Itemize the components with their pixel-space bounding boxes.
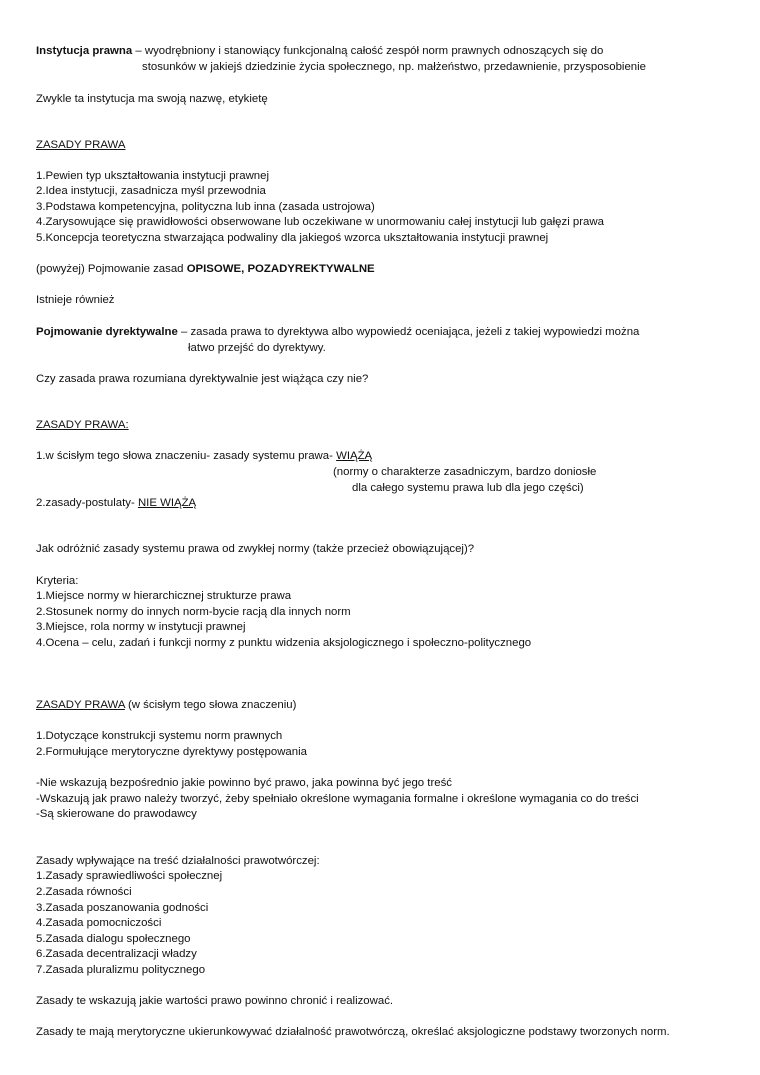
section3-bullet-2: -Wskazują jak prawo należy tworzyć, żeby spełniało określone wymagania formalne i określone wymagania co do treści — [36, 793, 639, 805]
section1-item-4: 4.Zarysowujące się prawidłowości obserwowane lub oczekiwane w unormowaniu całej instytucji lub gałęzi prawa — [36, 216, 604, 228]
intro-term: Instytucja prawna — [36, 45, 133, 57]
section2-heading: ZASADY PRAWA: — [36, 419, 129, 431]
intro-definition-line1 — [36, 44, 603, 58]
summary-prefix: (powyżej) Pojmowanie zasad — [36, 263, 187, 275]
principles-list-label: Zasady wpływające na treść działalności prawotwórczej: — [36, 855, 320, 867]
criteria-item-4: 4.Ocena – celu, zadań i funkcji normy z punktu widzenia aksjologicznego i społeczno-politycznego — [36, 637, 532, 649]
section2-question: Jak odróżnić zasady systemu prawa od zwykłej normy (także przecież obowiązującej)? — [36, 543, 475, 555]
section2-item1 — [36, 449, 372, 463]
directive-line2: łatwo przejść do dyrektywy. — [188, 342, 326, 354]
section3-heading-suffix: (w ścisłym tego słowa znaczeniu) — [124, 699, 297, 711]
directive-text: – zasada prawa to dyrektywa albo wypowiedź oceniająca, jeżeli z takiej wypowiedzi można — [177, 326, 640, 338]
conclusion-2: Zasady te mają merytoryczne ukierunkowywać działalność prawotwórczą, określać aksjologiczne podstawy tworzonych norm. — [36, 1026, 670, 1038]
item2-binding-label: NIE WIĄŻĄ — [137, 497, 197, 509]
section1-item-5: 5.Koncepcja teoretyczna stwarzająca podwaliny dla jakiegoś wzorca ukształtowania instytucji prawnej — [36, 232, 549, 244]
criteria-item-2: 2.Stosunek normy do innych norm-bycie racją dla innych norm — [36, 606, 351, 618]
section3-heading — [36, 698, 296, 712]
intro-definition-text: – wyodrębniony i stanowiący funkcjonalną całość zespół norm prawnych odnoszących się do — [132, 45, 604, 57]
principle-item-7: 7.Zasada pluralizmu politycznego — [36, 964, 206, 976]
section3-heading-label: ZASADY PRAWA — [36, 699, 125, 711]
section1-item-3: 3.Podstawa kompetencyjna, polityczna lub inna (zasada ustrojowa) — [36, 201, 375, 213]
item1-text: 1.w ścisłym tego słowa znaczeniu- zasady systemu prawa- — [36, 450, 337, 462]
section2-item2 — [36, 496, 196, 510]
section1-item-2: 2.Idea instytucji, zasadnicza myśl przewodnia — [36, 185, 266, 197]
section3-bullet-1: -Nie wskazują bezpośrednio jakie powinno być prawo, jaka powinna być jego treść — [36, 777, 452, 789]
criteria-item-3: 3.Miejsce, rola normy w instytucji prawnej — [36, 621, 246, 633]
section1-also: Istnieje również — [36, 294, 115, 306]
principle-item-1: 1.Zasady sprawiedliwości społecznej — [36, 870, 223, 882]
principle-item-6: 6.Zasada decentralizacji władzy — [36, 948, 197, 960]
item1-binding-label: WIĄŻĄ — [336, 450, 373, 462]
section3-item-1: 1.Dotyczące konstrukcji systemu norm prawnych — [36, 730, 283, 742]
section2-item1-note1: (normy o charakterze zasadniczym, bardzo doniosłe — [333, 466, 597, 478]
intro-note: Zwykle ta instytucja ma swoją nazwę, etykietę — [36, 93, 268, 105]
directive-term: Pojmowanie dyrektywalne — [36, 326, 178, 338]
item2-text: 2.zasady-postulaty- — [36, 497, 138, 509]
intro-definition-line2: stosunków w jakiejś dziedzinie życia społecznego, np. małżeństwo, przedawnienie, przysposobienie — [142, 61, 646, 73]
summary-bold: OPISOWE, POZADYREKTYWALNE — [186, 263, 375, 275]
criteria-label: Kryteria: — [36, 575, 79, 587]
principle-item-5: 5.Zasada dialogu społecznego — [36, 933, 191, 945]
directive-line1 — [36, 325, 639, 339]
section2-item1-note2: dla całego systemu prawa lub dla jego części) — [352, 482, 584, 494]
section3-item-2: 2.Formułujące merytoryczne dyrektywy postępowania — [36, 746, 307, 758]
conclusion-1: Zasady te wskazują jakie wartości prawo powinno chronić i realizować. — [36, 995, 394, 1007]
section1-summary — [36, 262, 375, 276]
section1-heading: ZASADY PRAWA — [36, 139, 126, 151]
section1-item-1: 1.Pewien typ ukształtowania instytucji prawnej — [36, 170, 269, 182]
principle-item-3: 3.Zasada poszanowania godności — [36, 902, 209, 914]
principle-item-4: 4.Zasada pomocniczości — [36, 917, 162, 929]
section1-question: Czy zasada prawa rozumiana dyrektywalnie jest wiążąca czy nie? — [36, 373, 369, 385]
principle-item-2: 2.Zasada równości — [36, 886, 132, 898]
criteria-item-1: 1.Miejsce normy w hierarchicznej strukturze prawa — [36, 590, 292, 602]
section3-bullet-3: -Są skierowane do prawodawcy — [36, 808, 197, 820]
